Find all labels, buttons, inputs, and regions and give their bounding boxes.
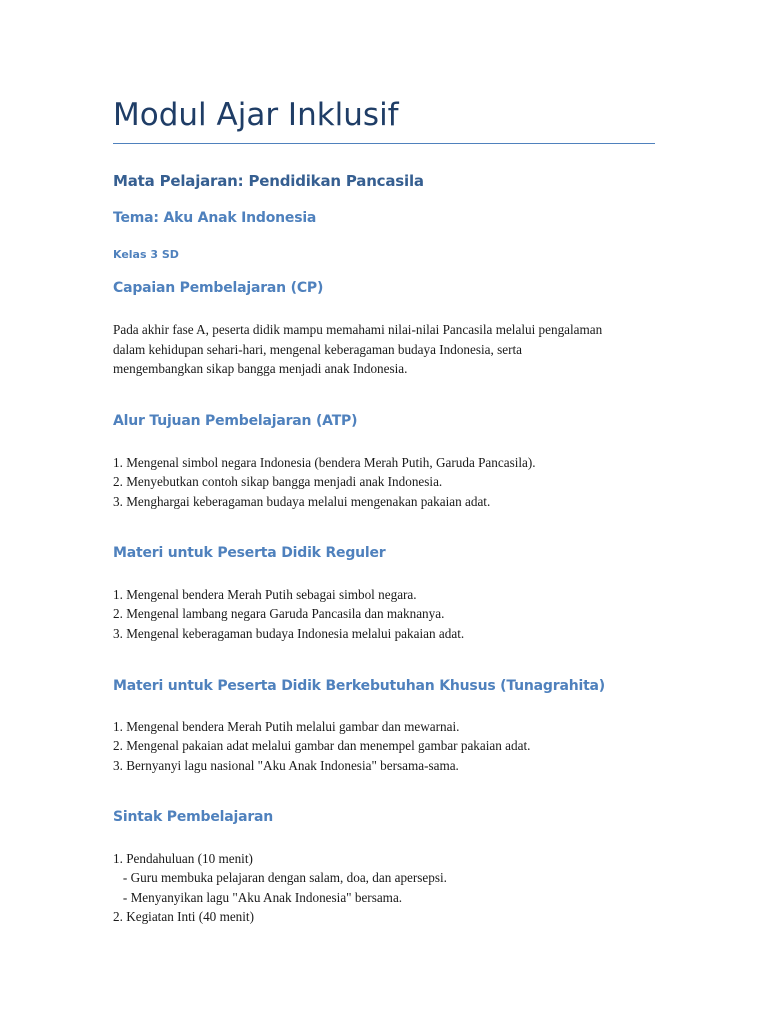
- list-item: 3. Mengenal keberagaman budaya Indonesia melalui pakaian adat.: [113, 625, 465, 641]
- cp-line: Pada akhir fase A, peserta didik mampu memahami nilai-nilai Pancasila melalui pengalaman: [113, 322, 603, 337]
- title-underline: [113, 143, 655, 144]
- grade-heading: Kelas 3 SD: [113, 248, 179, 261]
- list-item: - Guru membuka pelajaran dengan salam, doa, dan apersepsi.: [113, 870, 447, 886]
- list-item: 2. Kegiatan Inti (40 menit): [113, 908, 254, 924]
- document-title: Modul Ajar Inklusif: [113, 97, 399, 133]
- cp-heading: Capaian Pembelajaran (CP): [113, 280, 324, 296]
- cp-line: dalam kehidupan sehari-hari, mengenal keberagaman budaya Indonesia, serta: [113, 341, 523, 357]
- list-item: 2. Mengenal lambang negara Garuda Pancasila dan maknanya.: [113, 606, 445, 622]
- materi-khusus-heading: Materi untuk Peserta Didik Berkebutuhan Khusus (Tunagrahita): [113, 678, 606, 694]
- list-item: 2. Menyebutkan contoh sikap bangga menjadi anak Indonesia.: [113, 474, 443, 490]
- cp-paragraph: [113, 320, 661, 379]
- list-item: 1. Mengenal simbol negara Indonesia (bendera Merah Putih, Garuda Pancasila).: [113, 455, 536, 470]
- subject-heading: Mata Pelajaran: Pendidikan Pancasila: [113, 172, 424, 190]
- materi-reguler-heading: Materi untuk Peserta Didik Reguler: [113, 545, 386, 561]
- list-item: 2. Mengenal pakaian adat melalui gambar dan menempel gambar pakaian adat.: [113, 738, 531, 754]
- materi-reguler-list: [113, 585, 464, 643]
- list-item: 1. Mengenal bendera Merah Putih melalui gambar dan mewarnai.: [113, 719, 460, 734]
- list-item: 1. Pendahuluan (10 menit): [113, 851, 253, 866]
- sintak-heading: Sintak Pembelajaran: [113, 809, 274, 825]
- materi-khusus-list: [113, 717, 530, 775]
- theme-heading: Tema: Aku Anak Indonesia: [113, 210, 317, 226]
- list-item: 3. Bernyanyi lagu nasional "Aku Anak Indonesia" bersama-sama.: [113, 757, 459, 773]
- cp-line: mengembangkan sikap bangga menjadi anak Indonesia.: [113, 361, 408, 376]
- list-item: 1. Mengenal bendera Merah Putih sebagai simbol negara.: [113, 587, 417, 602]
- list-item: 3. Menghargai keberagaman budaya melalui mengenakan pakaian adat.: [113, 493, 491, 509]
- atp-list: [113, 453, 536, 511]
- list-item: - Menyanyikan lagu "Aku Anak Indonesia" bersama.: [113, 889, 403, 905]
- atp-heading: Alur Tujuan Pembelajaran (ATP): [113, 413, 358, 429]
- sintak-list: [113, 849, 447, 926]
